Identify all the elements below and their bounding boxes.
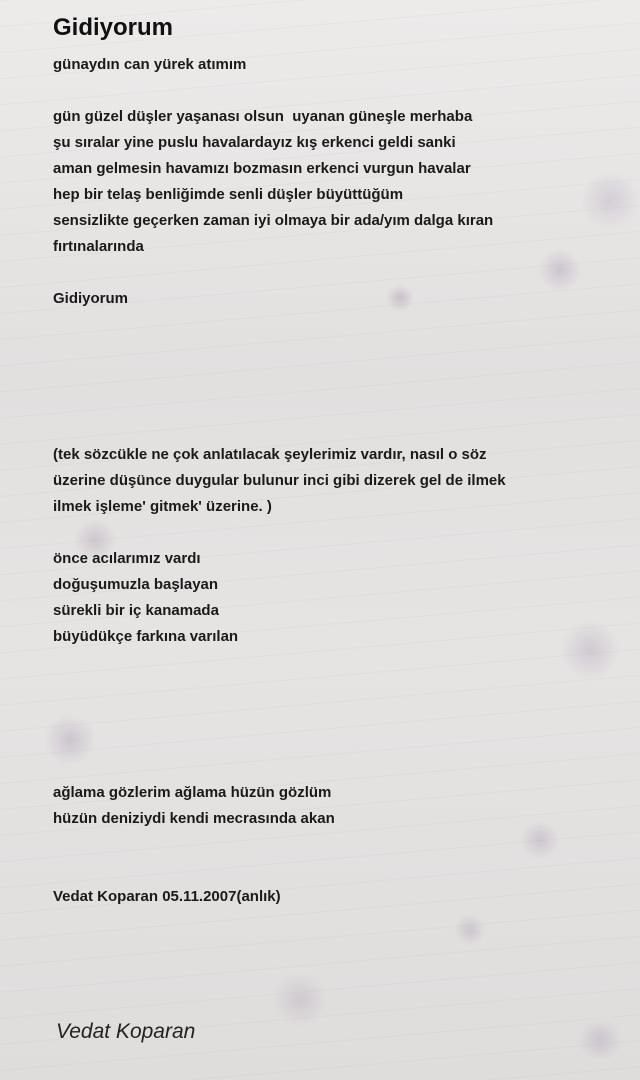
poem-line: ilmek işleme' gitmek' üzerine. ) [53,498,272,515]
poem-line [53,520,613,546]
poem-line [53,650,613,676]
poem-line: önce acılarımız vardı [53,550,201,567]
poem-line [53,312,613,338]
poem-line: sensizlikte geçerken zaman iyi olmaya bir ada/yım dalga kıran [53,212,494,229]
poem-line [53,364,613,390]
poem-line [53,728,613,754]
poem-line: ağlama gözlerim ağlama hüzün gözlüm [53,784,332,801]
poem-line: gün güzel düşler yaşanası olsun uyanan güneşle merhaba [53,108,473,125]
poem-line: Gidiyorum [53,290,129,307]
poem-line: büyüdükçe farkına varılan [53,628,239,645]
poem-line [53,338,613,364]
poem-body [53,52,613,910]
poem-line: aman gelmesin havamızı bozmasın erkenci vurgun havalar [53,160,471,177]
poem-line: şu sıralar yine puslu havalardayız kış erkenci geldi sanki [53,134,456,151]
poem-line: hep bir telaş benliğimde senli düşler büyüttüğüm [53,186,404,203]
poem-line [53,78,613,104]
poem-line [53,416,613,442]
poem-line [53,260,613,286]
poem-line: (tek sözcükle ne çok anlatılacak şeylerimiz vardır, nasıl o söz [53,446,487,463]
poem-title: Gidiyorum [53,14,174,41]
poem-line: günaydın can yürek atımım [53,56,247,73]
poem-line: fırtınalarında [53,238,144,255]
poem-line: sürekli bir iç kanamada [53,602,219,619]
poem-line [53,754,613,780]
poem-line [53,832,613,858]
poem-line: üzerine düşünce duygular bulunur inci gibi dizerek gel de ilmek [53,472,506,489]
poem-line [53,390,613,416]
poem-author: Vedat Koparan [56,1020,196,1043]
poem-line: Vedat Koparan 05.11.2007(anlık) [53,888,281,905]
poem-line [53,858,613,884]
poem-line: doğuşumuzla başlayan [53,576,219,593]
poem-line [53,702,613,728]
poem-line: hüzün deniziydi kendi mecrasında akan [53,810,335,827]
poem [53,14,613,910]
poem-line [53,676,613,702]
